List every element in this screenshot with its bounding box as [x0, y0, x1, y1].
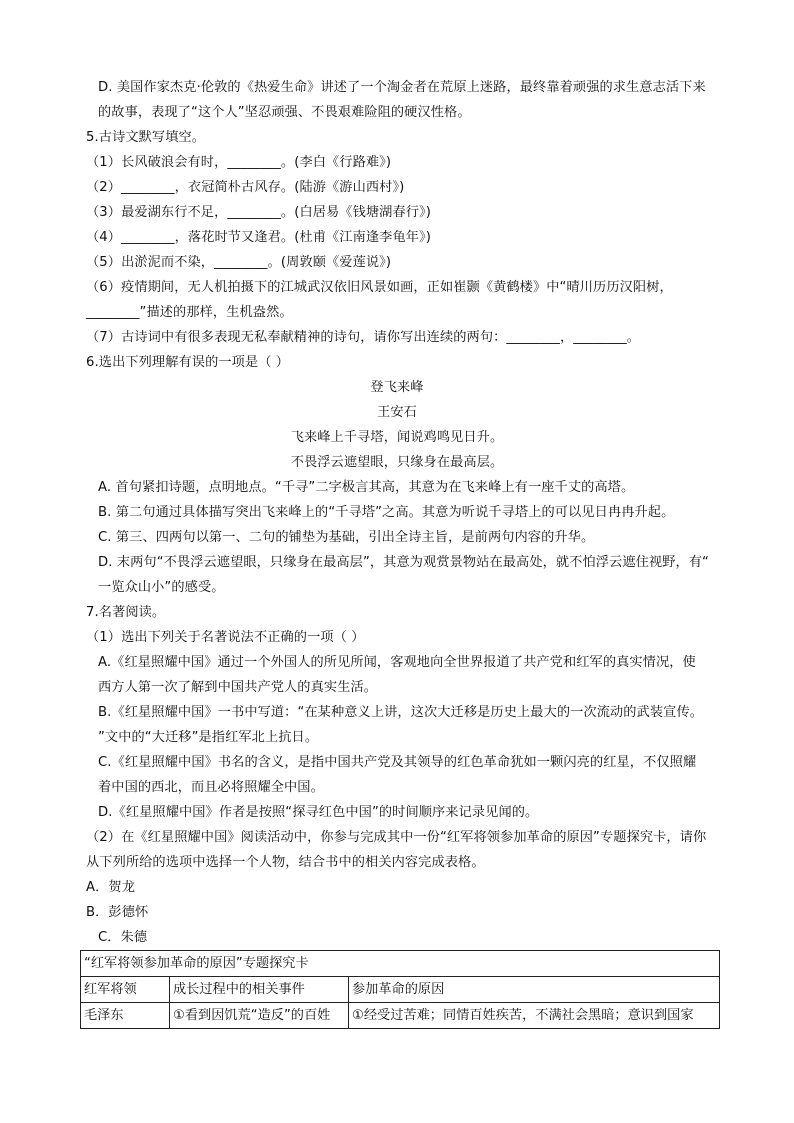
- text-line: （5）出淤泥而不染，________。(周敦颐《爱莲说》): [86, 255, 392, 270]
- table-header: 红军将领: [81, 977, 170, 1003]
- table-row: [81, 1003, 720, 1029]
- text-line: ”文中的“大迁移”是指红军北上抗日。: [98, 730, 319, 745]
- text-line: B．彭德怀: [86, 905, 149, 920]
- table-cell: ①经受过苦难；同情百姓疾苦，不满社会黑暗；意识到国家: [349, 1003, 720, 1029]
- text-line: 不畏浮云遮望眼，只缘身在最高层。: [290, 455, 504, 470]
- text-line: （7）古诗词中有很多表现无私奉献精神的诗句，请你写出连续的两句：________，________。: [86, 330, 641, 345]
- text-line: A. 首句紧扣诗题，点明地点。“千寻”二字极言其高，其意为在飞来峰上有一座千丈的高塔。: [98, 480, 635, 495]
- research-card-table: [80, 950, 720, 1029]
- text-line: 飞来峰上千寻塔，闻说鸡鸣见日升。: [290, 430, 504, 445]
- text-line: 王安石: [377, 405, 417, 420]
- table-header: 参加革命的原因: [349, 977, 720, 1003]
- text-line: 一览众山小”的感受。: [98, 580, 225, 595]
- text-line: （6）疫情期间，无人机拍摄下的江城武汉依旧风景如画，正如崔颢《黄鹤楼》中“晴川历历汉阳树，: [86, 280, 673, 295]
- text-line: 的故事，表现了“这个人”坚忍顽强、不畏艰难险阻的硬汉性格。: [98, 105, 471, 120]
- text-line: A．贺龙: [86, 880, 135, 895]
- text-line: 登飞来峰: [370, 380, 424, 395]
- text-line: ________”描述的那样，生机盎然。: [86, 305, 293, 320]
- text-line: （2）在《红星照耀中国》阅读活动中，你参与完成其中一份“红军将领参加革命的原因”专题探究卡，请你: [86, 830, 707, 845]
- text-line: 6.选出下列理解有误的一项是（ ）: [86, 355, 290, 370]
- table-header: 成长过程中的相关事件: [170, 977, 349, 1003]
- table-cell: ①看到因饥荒“造反”的百姓: [170, 1003, 349, 1029]
- text-line: D. 美国作家杰克·伦敦的《热爱生命》讲述了一个淘金者在荒原上迷路，最终靠着顽强的求生意志活下来: [98, 80, 706, 95]
- text-line: （3）最爱湖东行不足，________。(白居易《钱塘湖春行》): [86, 205, 431, 220]
- text-line: （2）________，衣冠简朴古风存。(陆游《游山西村》): [86, 180, 405, 195]
- text-line: B. 第二句通过具体描写突出飞来峰上的“千寻塔”之高。其意为听说千寻塔上的可以见日冉冉升起。: [98, 505, 675, 520]
- table-title-row: [81, 951, 720, 977]
- text-line: C.《红星照耀中国》书名的含义，是指中国共产党及其领导的红色革命犹如一颗闪亮的红星，不仅照耀: [98, 755, 697, 770]
- text-line: D.《红星照耀中国》作者是按照“探寻红色中国”的时间顺序来记录见闻的。: [98, 805, 539, 820]
- text-line: （1）选出下列关于名著说法不正确的一项（ ）: [86, 630, 365, 645]
- text-line: C. 第三、四两句以第一、二句的铺垫为基础，引出全诗主旨，是前两句内容的升华。: [98, 530, 595, 545]
- text-line: D. 末两句“不畏浮云遮望眼，只缘身在最高层”，其意为观赏景物站在最高处，就不怕浮云遮住视野，有“: [98, 555, 709, 570]
- text-line: 5.古诗文默写填空。: [86, 130, 206, 145]
- text-line: 7.名著阅读。: [86, 605, 166, 620]
- text-line: A.《红星照耀中国》通过一个外国人的所见所闻，客观地向全世界报道了共产党和红军的真实情况，使: [98, 655, 696, 670]
- table-title: “红军将领参加革命的原因”专题探究卡: [81, 951, 720, 977]
- text-line: B.《红星照耀中国》一书中写道：“在某种意义上讲，这次大迁移是历史上最大的一次流动的武装宣传。: [98, 705, 704, 720]
- text-line: 从下列所给的选项中选择一个人物，结合书中的相关内容完成表格。: [86, 855, 485, 870]
- text-line: （4）________，落花时节又逢君。(杜甫《江南逢李龟年》): [86, 230, 431, 245]
- text-line: C．朱德: [98, 930, 148, 945]
- text-line: 着中国的西北，而且必将照耀全中国。: [98, 780, 324, 795]
- text-line: 西方人第一次了解到中国共产党人的真实生活。: [98, 680, 378, 695]
- table-cell: 毛泽东: [81, 1003, 170, 1029]
- text-line: （1）长风破浪会有时，________。(李白《行路难》): [86, 155, 392, 170]
- table-header-row: [81, 977, 720, 1003]
